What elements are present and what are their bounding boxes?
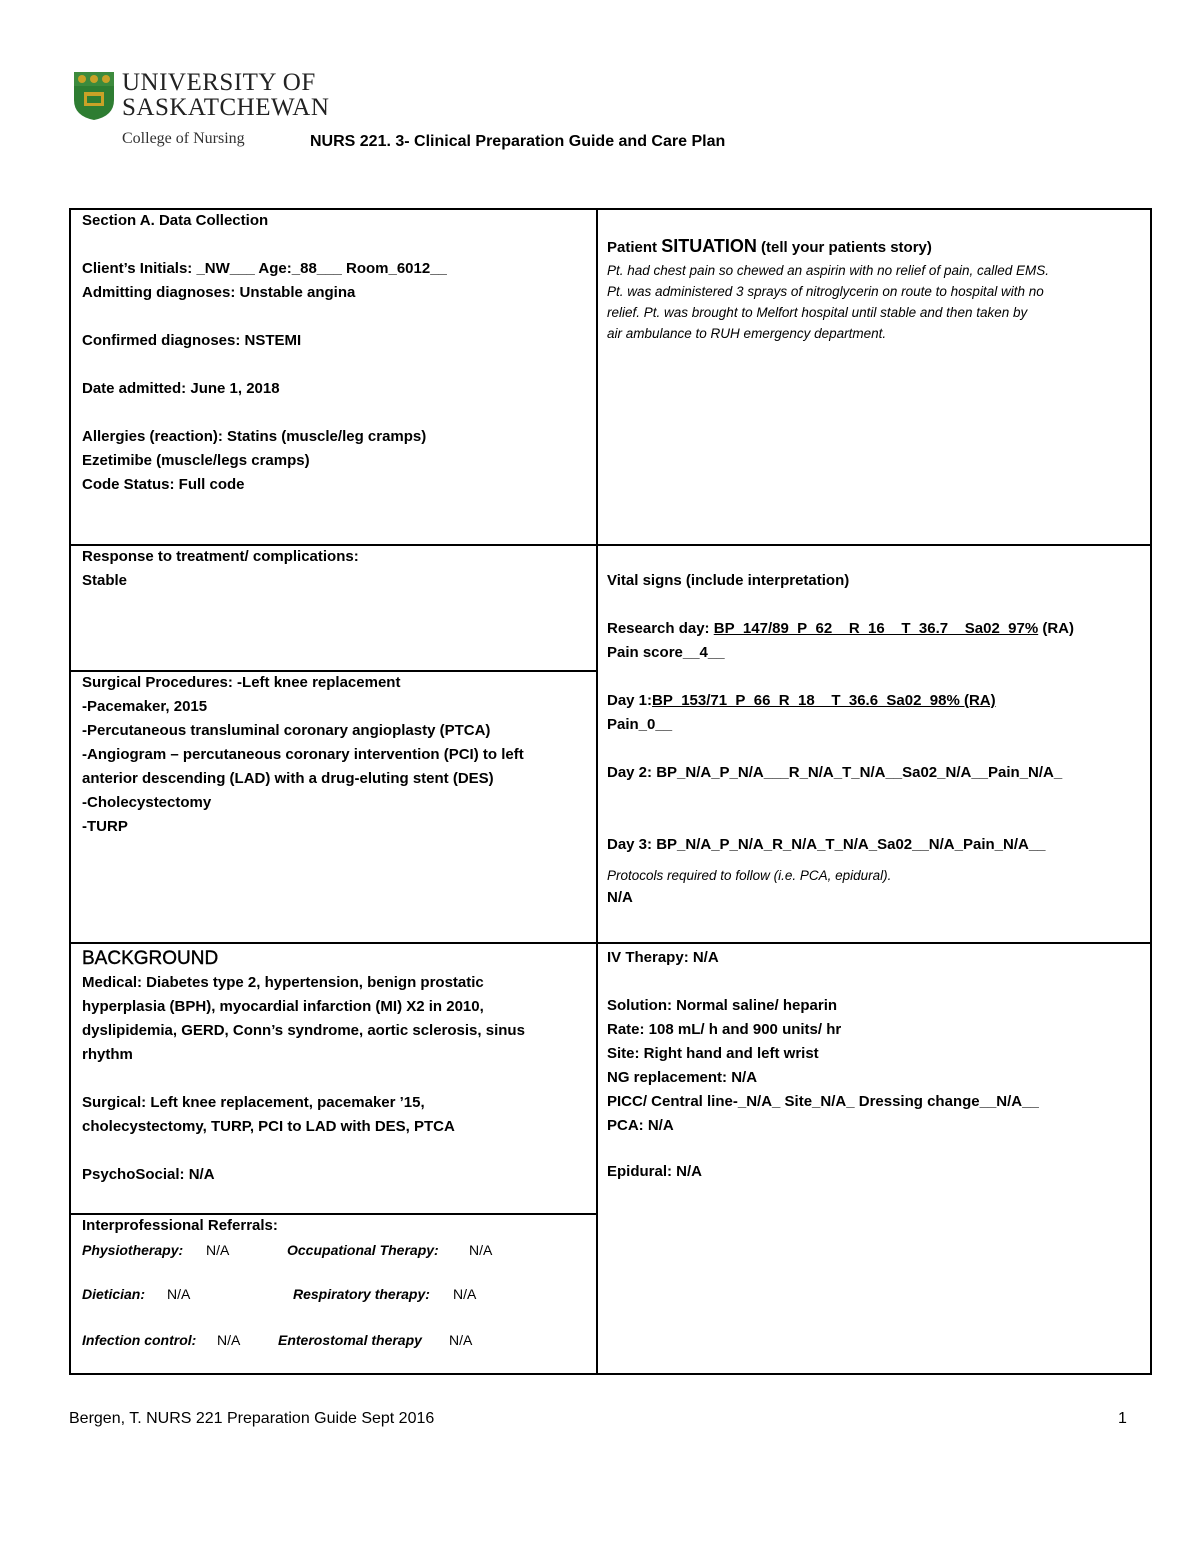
referrals-heading: Interprofessional Referrals: bbox=[82, 1217, 278, 1234]
response-cell bbox=[82, 545, 587, 593]
logo-college: College of Nursing bbox=[122, 130, 245, 147]
university-shield-logo bbox=[72, 70, 116, 122]
date-admitted: Date admitted: June 1, 2018 bbox=[82, 380, 280, 397]
situation-heading bbox=[607, 234, 1142, 260]
surgical-line: -Pacemaker, 2015 bbox=[82, 698, 208, 715]
situation-cell bbox=[607, 234, 1142, 344]
research-values: BP_147/89_P_62__R_16__T_36.7__Sa02_97% bbox=[713, 620, 1039, 637]
confirmed-diagnoses: Confirmed diagnoses: NSTEMI bbox=[82, 332, 302, 349]
section-a-heading: Section A. Data Collection bbox=[82, 212, 269, 229]
day1-values: BP_153/71_P_66_R_18__T_36.6_Sa02_98% (RA) bbox=[652, 692, 996, 709]
respiratory-value: N/A bbox=[453, 1286, 477, 1302]
medical-line: rhythm bbox=[82, 1046, 133, 1063]
referral-row bbox=[82, 1282, 587, 1306]
vitals-heading: Vital signs (include interpretation) bbox=[607, 572, 850, 589]
research-pain: Pain score__4__ bbox=[607, 644, 725, 661]
protocols-value: N/A bbox=[607, 889, 633, 906]
situation-heading-b: SITUATION bbox=[661, 236, 757, 256]
response-heading: Response to treatment/ complications: bbox=[82, 548, 359, 565]
vital-signs-cell bbox=[607, 569, 1147, 910]
psychosocial: PsychoSocial: N/A bbox=[82, 1166, 215, 1183]
iv-heading: IV Therapy: N/A bbox=[607, 949, 719, 966]
logo-line-1: UNIVERSITY OF bbox=[122, 69, 316, 96]
iv-therapy-cell bbox=[607, 946, 1147, 1184]
document-title: NURS 221. 3- Clinical Preparation Guide and Care Plan bbox=[310, 133, 726, 150]
medical-line: hyperplasia (BPH), myocardial infarction (MI) X2 in 2010, bbox=[82, 998, 484, 1015]
footer-citation: Bergen, T. NURS 221 Preparation Guide Sept 2016 bbox=[69, 1410, 435, 1427]
medical-line: dyslipidemia, GERD, Conn’s syndrome, aortic sclerosis, sinus bbox=[82, 1022, 525, 1039]
situation-story bbox=[607, 260, 1142, 344]
iv-site: Site: Right hand and left wrist bbox=[607, 1045, 819, 1062]
referrals-cell bbox=[82, 1214, 587, 1352]
day1-line bbox=[607, 689, 1147, 713]
epidural: Epidural: N/A bbox=[607, 1163, 703, 1180]
ot-label: Occupational Therapy: bbox=[287, 1242, 439, 1258]
row-divider bbox=[69, 942, 1152, 944]
background-surgical-line: Surgical: Left knee replacement, pacemaker ’15, bbox=[82, 1094, 425, 1111]
logo-line-2: SASKATCHEWAN bbox=[122, 94, 330, 121]
surgical-line: -Cholecystectomy bbox=[82, 794, 212, 811]
column-divider bbox=[596, 208, 598, 1375]
background-cell bbox=[82, 947, 587, 1187]
referral-row bbox=[82, 1238, 587, 1262]
surgical-line: anterior descending (LAD) with a drug-eluting stent (DES) bbox=[82, 770, 494, 787]
infection-control-label: Infection control: bbox=[82, 1332, 197, 1348]
ot-value: N/A bbox=[469, 1242, 493, 1258]
allergies-line-2: Ezetimibe (muscle/legs cramps) bbox=[82, 452, 310, 469]
medical-line: Medical: Diabetes type 2, hypertension, benign prostatic bbox=[82, 974, 484, 991]
physio-value: N/A bbox=[206, 1242, 230, 1258]
client-line: Client’s Initials: _NW___ Age:_88___ Room_6012__ bbox=[82, 260, 447, 277]
story-line: Pt. had chest pain so chewed an aspirin with no relief of pain, called EMS. bbox=[607, 263, 1049, 278]
story-line: air ambulance to RUH emergency department. bbox=[607, 326, 887, 341]
iv-rate: Rate: 108 mL/ h and 900 units/ hr bbox=[607, 1021, 842, 1038]
day2-line: Day 2: BP_N/A_P_N/A___R_N/A_T_N/A__Sa02_N/A__Pain_N/A_ bbox=[607, 764, 1063, 781]
admitting-diagnoses: Admitting diagnoses: Unstable angina bbox=[82, 284, 356, 301]
logo-wordmark bbox=[122, 70, 329, 120]
story-line: Pt. was administered 3 sprays of nitroglycerin on route to hospital with no bbox=[607, 284, 1044, 299]
research-prefix: Research day: bbox=[607, 620, 714, 637]
day1-prefix: Day 1: bbox=[607, 692, 653, 709]
dietician-value: N/A bbox=[167, 1286, 191, 1302]
protocols-label: Protocols required to follow (i.e. PCA, epidural). bbox=[607, 868, 892, 883]
day3-line: Day 3: BP_N/A_P_N/A_R_N/A_T_N/A_Sa02__N/A_Pain_N/A__ bbox=[607, 836, 1046, 853]
ng-replacement: NG replacement: N/A bbox=[607, 1069, 758, 1086]
respiratory-label: Respiratory therapy: bbox=[293, 1286, 430, 1302]
page-number: 1 bbox=[1118, 1410, 1127, 1427]
surgical-line: -Angiogram – percutaneous coronary intervention (PCI) to left bbox=[82, 746, 524, 763]
surgical-line: -TURP bbox=[82, 818, 128, 835]
iv-solution: Solution: Normal saline/ heparin bbox=[607, 997, 838, 1014]
situation-heading-a: Patient bbox=[607, 239, 662, 256]
response-value: Stable bbox=[82, 572, 128, 589]
enterostomal-value: N/A bbox=[449, 1332, 473, 1348]
background-heading: BACKGROUND bbox=[82, 948, 219, 969]
surgical-line: -Percutaneous transluminal coronary angioplasty (PTCA) bbox=[82, 722, 491, 739]
allergies-line-1: Allergies (reaction): Statins (muscle/leg cramps) bbox=[82, 428, 427, 445]
enterostomal-label: Enterostomal therapy bbox=[278, 1332, 422, 1348]
pca: PCA: N/A bbox=[607, 1117, 674, 1134]
infection-control-value: N/A bbox=[217, 1332, 241, 1348]
referral-row bbox=[82, 1328, 587, 1352]
story-line: relief. Pt. was brought to Melfort hospital until stable and then taken by bbox=[607, 305, 1028, 320]
day1-pain: Pain_0__ bbox=[607, 716, 673, 733]
research-suffix: (RA) bbox=[1038, 620, 1075, 637]
physio-label: Physiotherapy: bbox=[82, 1242, 184, 1258]
surgical-procedures-cell bbox=[82, 671, 592, 839]
research-day-line bbox=[607, 617, 1147, 641]
situation-heading-c: (tell your patients story) bbox=[756, 239, 932, 256]
picc-line: PICC/ Central line-_N/A_ Site_N/A_ Dressing change__N/A__ bbox=[607, 1093, 1039, 1110]
surgical-line: Surgical Procedures: -Left knee replacement bbox=[82, 674, 401, 691]
section-a-cell bbox=[82, 209, 587, 497]
background-surgical-line: cholecystectomy, TURP, PCI to LAD with DES, PTCA bbox=[82, 1118, 455, 1135]
code-status: Code Status: Full code bbox=[82, 476, 245, 493]
dietician-label: Dietician: bbox=[82, 1286, 146, 1302]
